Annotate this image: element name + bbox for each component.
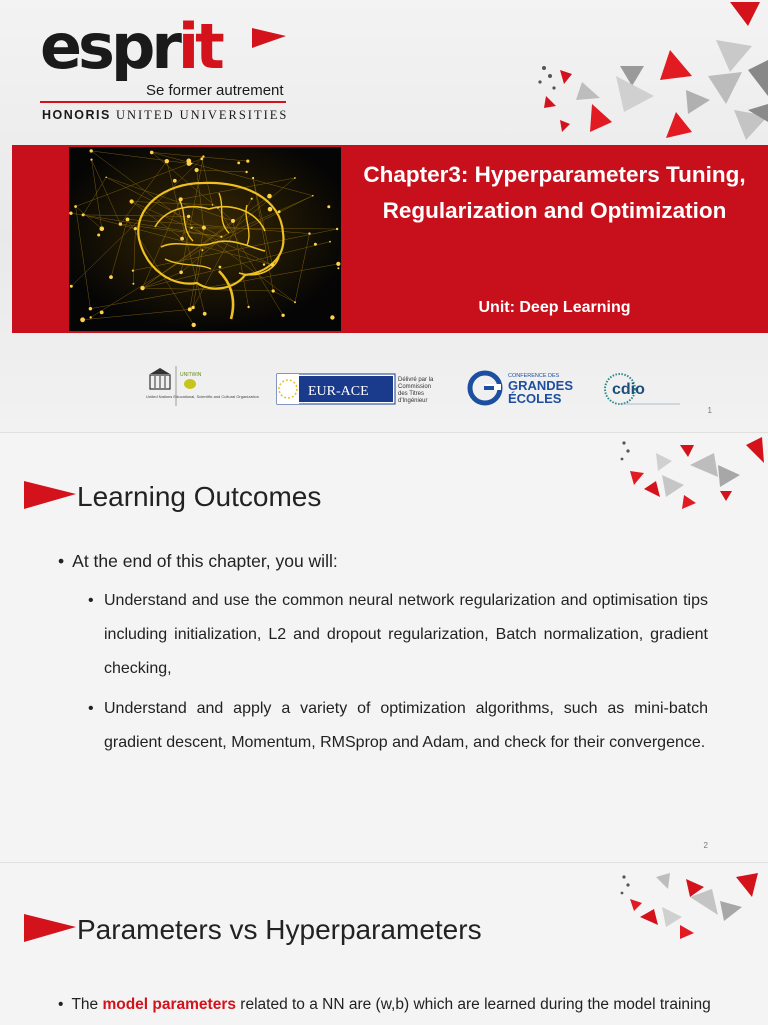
network-node bbox=[272, 289, 275, 292]
highlighted-term: model parameters bbox=[102, 996, 236, 1013]
svg-text:EUR-ACE: EUR-ACE bbox=[308, 384, 369, 399]
logo-tagline: Se former autrement bbox=[146, 82, 284, 99]
svg-text:UNITWIN: UNITWIN bbox=[180, 372, 202, 378]
network-node bbox=[109, 275, 113, 279]
slide-heading: Learning Outcomes bbox=[77, 481, 321, 513]
cdio-logo bbox=[605, 374, 680, 404]
bullet-dot: • bbox=[88, 584, 94, 618]
network-node bbox=[90, 149, 93, 152]
parameters-bullet: • The model parameters related to a NN are (w,b) which are learned during the model training bbox=[58, 996, 711, 1014]
network-node bbox=[195, 168, 199, 172]
intro-bullet: • At the end of this chapter, you will: bbox=[58, 551, 338, 572]
triangle-pattern-decoration bbox=[600, 867, 768, 943]
esprit-logo bbox=[36, 22, 296, 124]
network-node bbox=[252, 177, 254, 179]
network-node bbox=[140, 286, 144, 290]
slide-learning-outcomes bbox=[0, 432, 768, 863]
slide-parameters-vs-hyperparameters bbox=[0, 862, 768, 1025]
network-node bbox=[263, 263, 265, 265]
network-node bbox=[126, 218, 130, 222]
network-node bbox=[308, 232, 310, 234]
svg-text:d'Ingénieur: d'Ingénieur bbox=[398, 398, 428, 404]
network-node bbox=[100, 226, 105, 231]
network-node bbox=[119, 222, 122, 225]
network-node bbox=[90, 316, 92, 318]
network-node bbox=[327, 205, 330, 208]
network-node bbox=[314, 243, 317, 246]
chapter-title: Chapter3: Hyperparameters Tuning, Regularization and Optimization bbox=[357, 157, 752, 229]
svg-text:cdio: cdio bbox=[612, 381, 645, 398]
triangle-pattern-decoration bbox=[600, 435, 768, 511]
network-node bbox=[312, 195, 314, 197]
svg-text:ÉCOLES: ÉCOLES bbox=[508, 391, 562, 406]
network-node bbox=[246, 160, 249, 163]
svg-text:GRANDES: GRANDES bbox=[508, 378, 573, 393]
network-node bbox=[212, 204, 214, 206]
svg-text:Délivré par la: Délivré par la bbox=[398, 377, 434, 383]
network-node bbox=[267, 194, 272, 199]
network-node bbox=[203, 312, 207, 316]
network-node bbox=[70, 285, 73, 288]
network-node bbox=[336, 228, 338, 230]
network-node bbox=[245, 171, 247, 173]
network-node bbox=[294, 177, 296, 179]
network-node bbox=[179, 197, 183, 201]
bullet-dot: • bbox=[88, 692, 94, 726]
network-node bbox=[69, 212, 72, 215]
slide-cover bbox=[0, 0, 768, 432]
network-node bbox=[330, 315, 334, 319]
network-node bbox=[100, 311, 104, 315]
network-node bbox=[220, 236, 222, 238]
logo-brand-accent: it bbox=[178, 10, 221, 83]
logo-group-name: HONORIS UNITED UNIVERSITIES bbox=[42, 108, 288, 123]
network-node bbox=[237, 162, 240, 165]
network-node bbox=[329, 241, 331, 243]
network-node bbox=[191, 306, 194, 309]
grandes-ecoles-logo bbox=[470, 373, 573, 406]
network-node bbox=[105, 177, 107, 179]
network-node bbox=[201, 249, 203, 251]
network-node bbox=[231, 219, 235, 223]
title-arrow-icon bbox=[24, 910, 80, 946]
network-node bbox=[219, 266, 222, 269]
slide-heading: Parameters vs Hyperparameters bbox=[77, 914, 482, 946]
title-arrow-icon bbox=[24, 477, 80, 513]
network-node bbox=[130, 199, 134, 203]
network-node bbox=[187, 215, 190, 218]
network-node bbox=[134, 227, 137, 230]
svg-text:Commission: Commission bbox=[398, 384, 431, 390]
brain-network-image bbox=[69, 147, 341, 331]
learning-outcome-item: Understand and use the common neural network regularization and optimisation tips including initialization, L2 and dropout regularization, Batch normalization, gradient checking, bbox=[104, 584, 708, 686]
network-node bbox=[90, 159, 92, 161]
network-node bbox=[165, 159, 169, 163]
network-node bbox=[336, 262, 340, 266]
network-node bbox=[337, 267, 339, 269]
logo-brand-main: espr bbox=[40, 10, 178, 83]
unit-label: Unit: Deep Learning bbox=[357, 299, 752, 317]
network-node bbox=[97, 234, 100, 237]
network-node bbox=[247, 306, 249, 308]
network-node bbox=[202, 155, 204, 157]
network-node bbox=[186, 159, 191, 164]
network-node bbox=[271, 263, 274, 266]
eur-ace-logo bbox=[277, 374, 434, 404]
network-node bbox=[278, 210, 281, 213]
network-node bbox=[281, 314, 284, 317]
unesco-logo bbox=[146, 366, 259, 406]
page-number: 2 bbox=[704, 841, 708, 850]
network-node bbox=[150, 151, 154, 155]
network-node bbox=[179, 271, 183, 275]
logo-divider bbox=[40, 101, 286, 103]
network-node bbox=[173, 179, 177, 183]
flag-icon bbox=[250, 26, 290, 50]
network-node bbox=[268, 207, 273, 212]
partner-logos bbox=[0, 360, 768, 416]
network-node bbox=[217, 207, 219, 209]
learning-outcome-item: Understand and apply a variety of optimization algorithms, such as mini-batch gradient descent, Momentum, RMSprop and Adam, and check for their convergence. bbox=[104, 692, 708, 760]
svg-text:CONFERENCE DES: CONFERENCE DES bbox=[508, 373, 560, 379]
network-node bbox=[132, 283, 134, 285]
network-node bbox=[82, 213, 85, 216]
network-node bbox=[74, 205, 77, 208]
title-banner bbox=[12, 145, 768, 333]
svg-text:des Titres: des Titres bbox=[398, 391, 424, 397]
network-node bbox=[188, 307, 192, 311]
brain-illustration bbox=[69, 147, 341, 331]
triangle-pattern-decoration bbox=[520, 0, 768, 150]
network-node bbox=[80, 317, 85, 322]
network-node bbox=[89, 307, 92, 310]
network-node bbox=[192, 323, 196, 327]
network-node bbox=[294, 301, 296, 303]
network-node bbox=[132, 270, 134, 272]
network-node bbox=[251, 198, 253, 200]
network-node bbox=[180, 237, 184, 241]
page-number: 1 bbox=[708, 406, 712, 415]
svg-text:United Nations Educational, Sc: United Nations Educational, Scientific and Cultural Organization bbox=[146, 394, 259, 399]
network-node bbox=[190, 227, 192, 229]
network-node bbox=[200, 157, 203, 160]
network-node bbox=[202, 226, 206, 230]
